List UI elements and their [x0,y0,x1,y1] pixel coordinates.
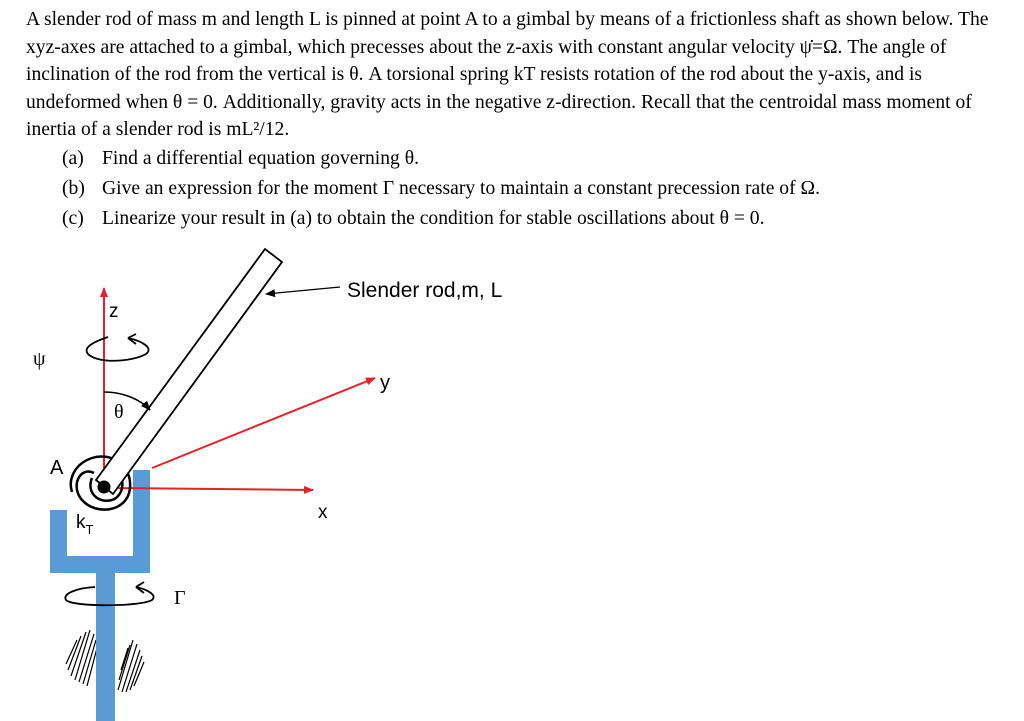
gamma-label: Γ [174,587,186,609]
problem-statement: A slender rod of mass m and length L is pinned at point A to a gimbal by means of a frictionless shaft as shown below. The xyz-axes are attached to a gimbal, which precesses about the z-axis with constant angular velocity ψ̇=Ω. The angle of inclination of the rod from the vertical is θ. A torsional spring kT resists rotation of the rod about the y-axis, and is undeformed when θ = 0. Additionally, gravity acts in the negative z-direction. Recall that the centroidal mass moment of inertia of a slender rod is mL²/12. [26,9,989,141]
pivot-pin [98,481,111,494]
part-c-text: Linearize your result in (a) to obtain the condition for stable oscillations about θ = 0. [102,207,765,229]
x-axis-label: x [318,502,328,523]
part-a-text: Find a differential equation governing θ. [102,147,420,169]
spring-label [76,512,94,537]
rod-label: Slender rod,m, L [347,279,503,302]
part-c-label: (c) [62,207,84,229]
theta-arc [104,392,150,410]
spring-k: k [76,512,86,533]
rod-leader-line [266,287,340,294]
psi-label: ψ [33,348,46,370]
z-axis-label: z [109,301,119,322]
point-a-label: A [50,457,64,479]
part-a-label: (a) [62,147,84,169]
psi-rotation-arrow [87,337,149,361]
slender-rod [96,249,282,494]
theta-label: θ [114,401,124,423]
spring-subscript: T [85,522,94,537]
part-b-label: (b) [62,177,85,199]
part-b-text: Give an expression for the moment Γ necessary to maintain a constant precession rate of Ω. [102,177,820,199]
y-axis-label: y [380,372,390,394]
